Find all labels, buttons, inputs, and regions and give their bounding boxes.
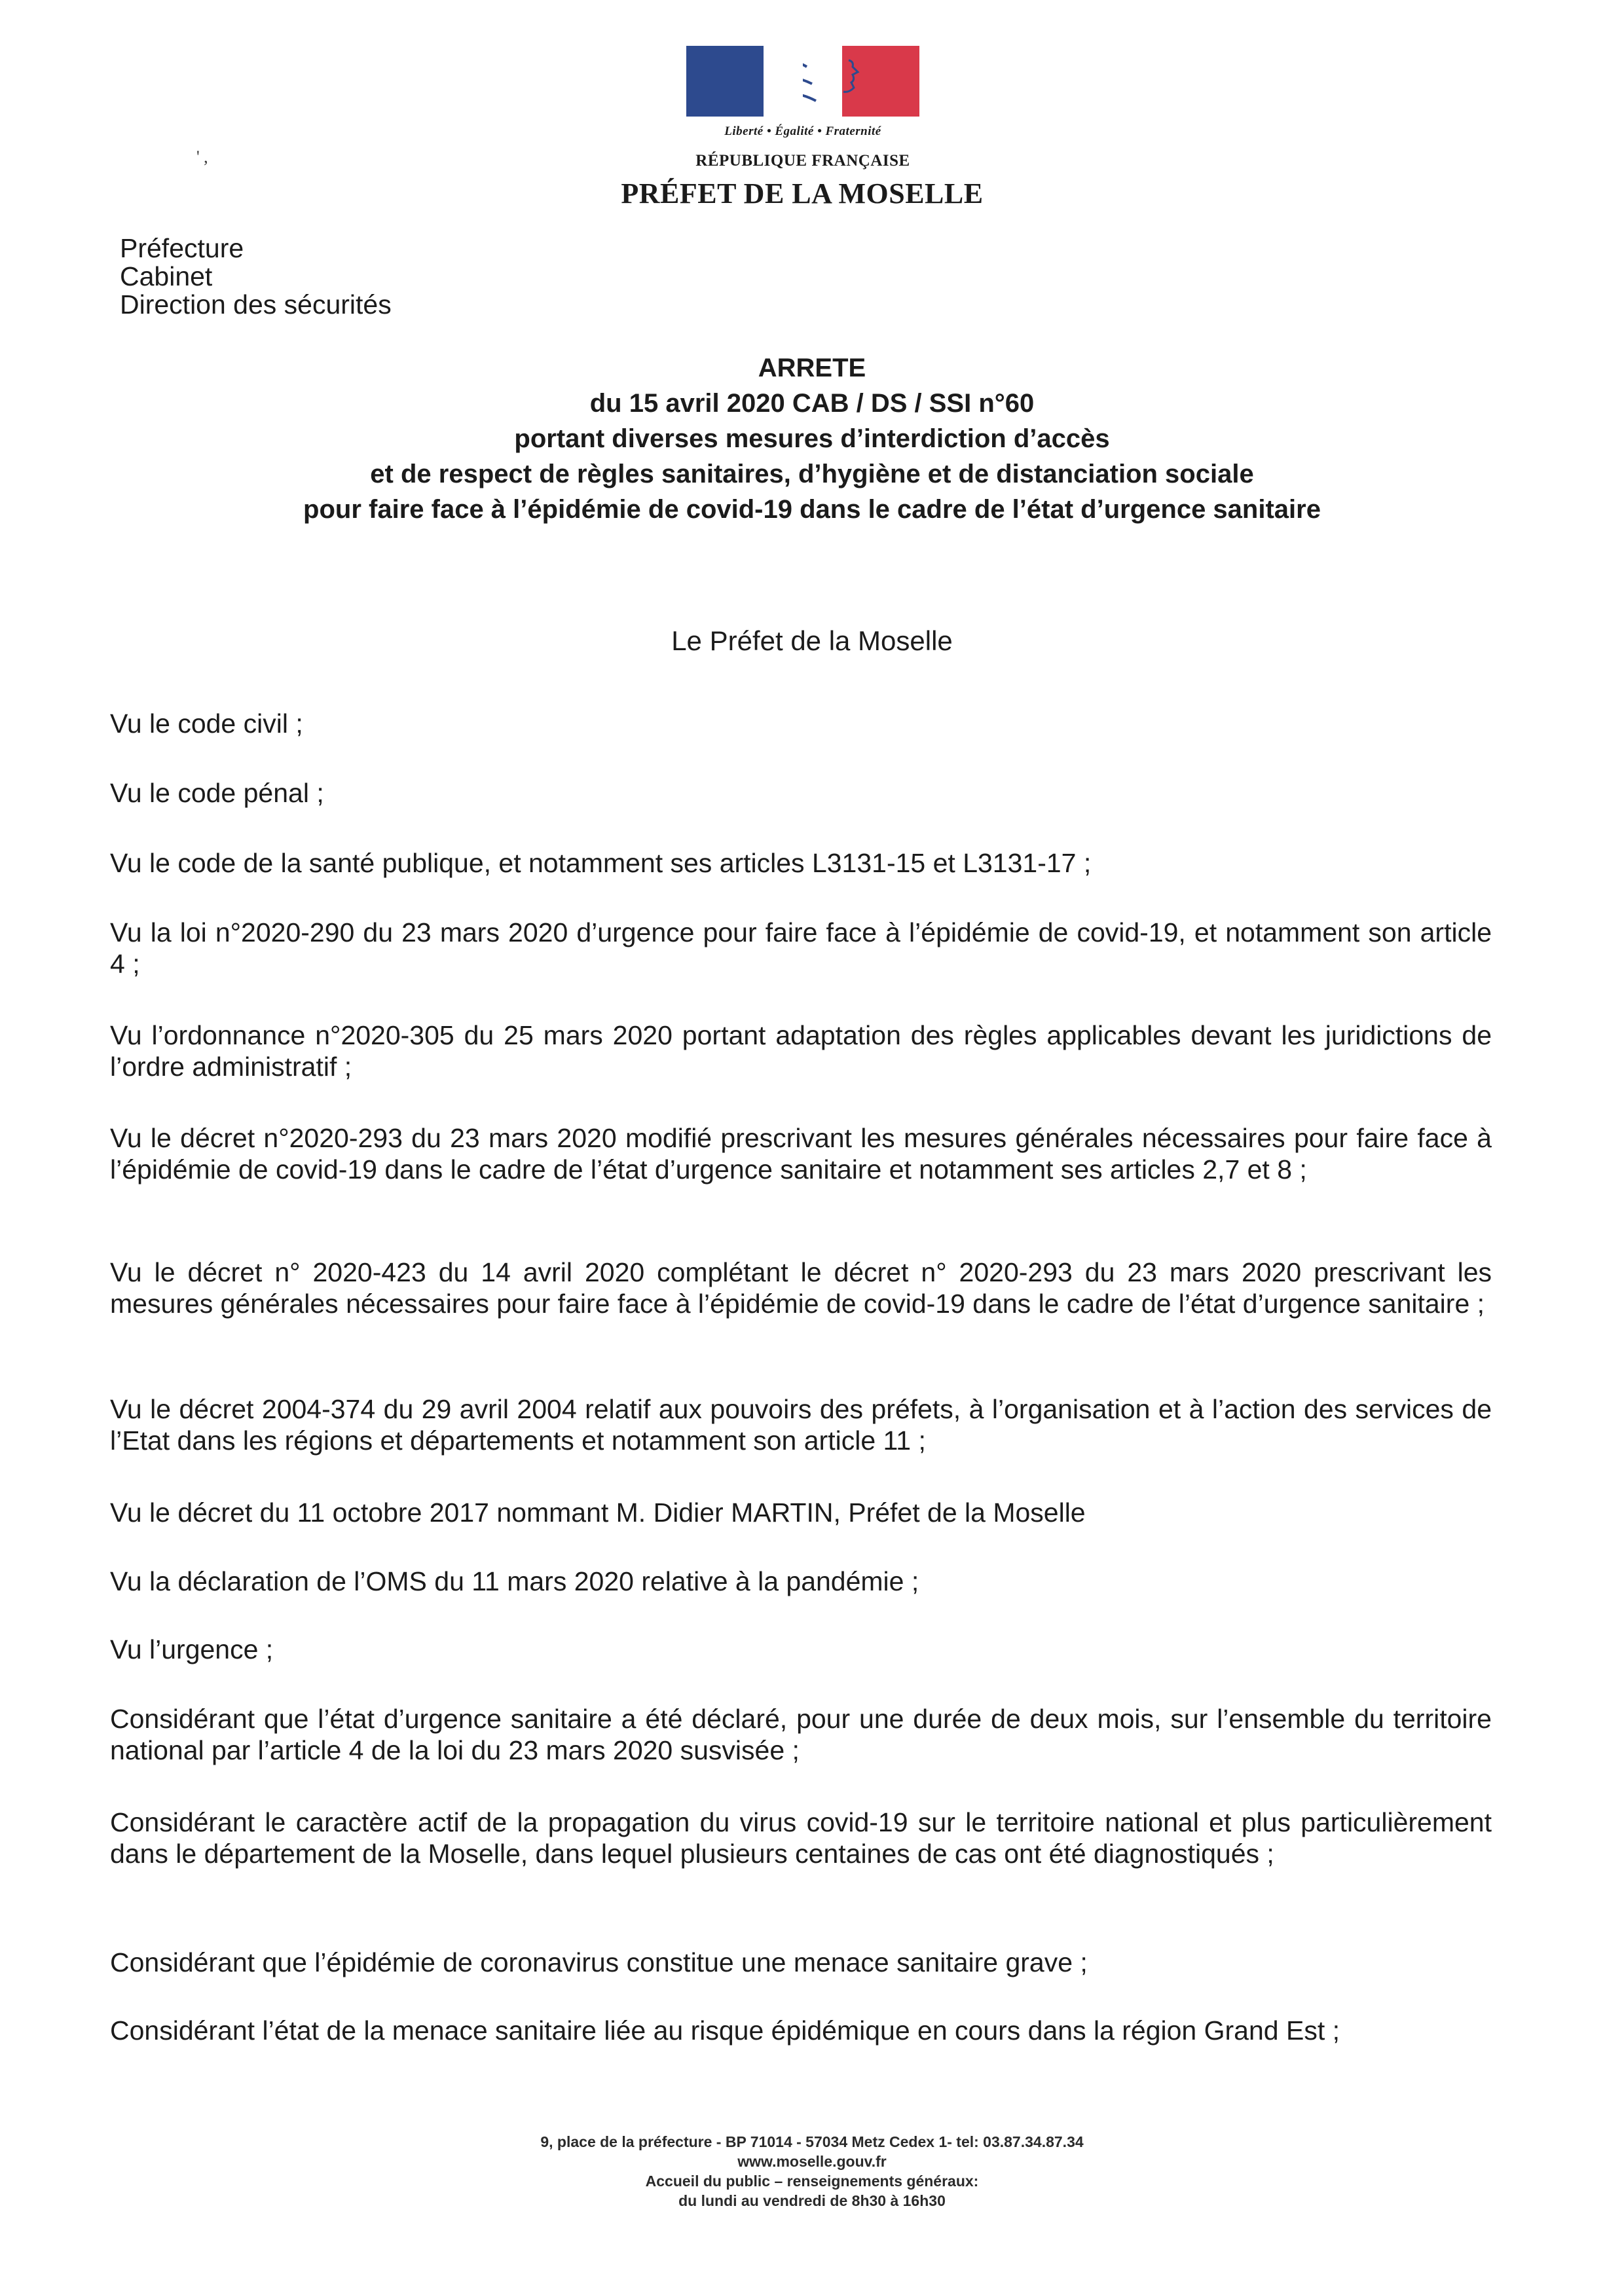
visa-paragraph: Vu le décret 2004-374 du 29 avril 2004 relatif aux pouvoirs des préfets, à l’organisation et à l’action des services de l’Etat dans les régions et départements et notamment son article 11 ; xyxy=(110,1394,1492,1456)
issuing-service xyxy=(120,234,392,319)
visa-paragraph: Vu l’ordonnance n°2020-305 du 25 mars 2020 portant adaptation des règles applicables devant les juridictions de l’ordre administratif ; xyxy=(110,1020,1492,1082)
footer-website: www.moselle.gouv.fr xyxy=(737,2153,887,2170)
page-footer xyxy=(0,2132,1624,2211)
decree-title-line: ARRETE xyxy=(758,354,866,382)
service-line-direction: Direction des sécurités xyxy=(120,289,392,320)
considering-paragraph: Considérant l’état de la menace sanitaire liée au risque épidémique en cours dans la région Grand Est ; xyxy=(110,2015,1340,2046)
footer-address: 9, place de la préfecture - BP 71014 - 57034 Metz Cedex 1- tel: 03.87.34.87.34 xyxy=(540,2133,1084,2150)
considering-paragraph: Considérant que l’état d’urgence sanitaire a été déclaré, pour une durée de deux mois, sur l’ensemble du territoire national par l’article 4 de la loi du 23 mars 2020 susvisée ; xyxy=(110,1704,1492,1765)
considering-paragraph: Considérant que l’épidémie de coronavirus constitue une menace sanitaire grave ; xyxy=(110,1947,1088,1977)
scan-artifact: ' , xyxy=(196,147,208,166)
footer-reception: Accueil du public – renseignements généraux: xyxy=(645,2173,979,2190)
decree-title-line: et de respect de règles sanitaires, d’hygiène et de distanciation sociale xyxy=(370,460,1254,488)
decree-title xyxy=(131,350,1493,527)
republic-motto: Liberté • Égalité • Fraternité xyxy=(724,124,881,138)
republic-name: RÉPUBLIQUE FRANÇAISE xyxy=(695,152,910,170)
visa-paragraph: Vu le code de la santé publique, et notamment ses articles L3131-15 et L3131-17 ; xyxy=(110,848,1092,878)
visa-paragraph: Vu le décret du 11 octobre 2017 nommant M. Didier MARTIN, Préfet de la Moselle xyxy=(110,1497,1086,1528)
service-line-cabinet: Cabinet xyxy=(120,261,213,291)
decree-title-line: du 15 avril 2020 CAB / DS / SSI n°60 xyxy=(589,389,1035,418)
marianne-logo xyxy=(686,46,919,117)
visa-paragraph: Vu la loi n°2020-290 du 23 mars 2020 d’urgence pour faire face à l’épidémie de covid-19, et notamment son article 4 ; xyxy=(110,917,1492,979)
issuer-line: Le Préfet de la Moselle xyxy=(671,625,953,656)
visa-paragraph: Vu l’urgence ; xyxy=(110,1634,274,1664)
visa-paragraph: Vu le décret n° 2020-423 du 14 avril 2020 complétant le décret n° 2020-293 du 23 mars 2020 prescrivant les mesures générales nécessaires pour faire face à l’épidémie de covid-19 dans le cadre de l’état d’urgence sanitaire ; xyxy=(110,1257,1492,1319)
visa-paragraph: Vu le code pénal ; xyxy=(110,778,324,808)
flag-blue-band xyxy=(686,46,764,117)
flag-white-band xyxy=(764,46,842,117)
service-line-prefecture: Préfecture xyxy=(120,233,244,263)
prefecture-heading: PRÉFET DE LA MOSELLE xyxy=(621,177,984,210)
marianne-profile-icon xyxy=(803,54,881,113)
decree-title-line: portant diverses mesures d’interdiction d’accès xyxy=(514,424,1110,453)
visa-paragraph: Vu le code civil ; xyxy=(110,708,303,739)
visa-paragraph: Vu la déclaration de l’OMS du 11 mars 2020 relative à la pandémie ; xyxy=(110,1566,919,1596)
footer-hours: du lundi au vendredi de 8h30 à 16h30 xyxy=(678,2192,946,2209)
considering-paragraph: Considérant le caractère actif de la propagation du virus covid-19 sur le territoire national et plus particulièrement dans le département de la Moselle, dans lequel plusieurs centaines de cas ont été diagnostiqués ; xyxy=(110,1807,1492,1869)
visa-paragraph: Vu le décret n°2020-293 du 23 mars 2020 modifié prescrivant les mesures générales nécessaires pour faire face à l’épidémie de covid-19 dans le cadre de l’état d’urgence sanitaire et notamment ses articles 2,7 et 8 ; xyxy=(110,1123,1492,1184)
decree-title-line: pour faire face à l’épidémie de covid-19 dans le cadre de l’état d’urgence sanitaire xyxy=(303,495,1321,524)
